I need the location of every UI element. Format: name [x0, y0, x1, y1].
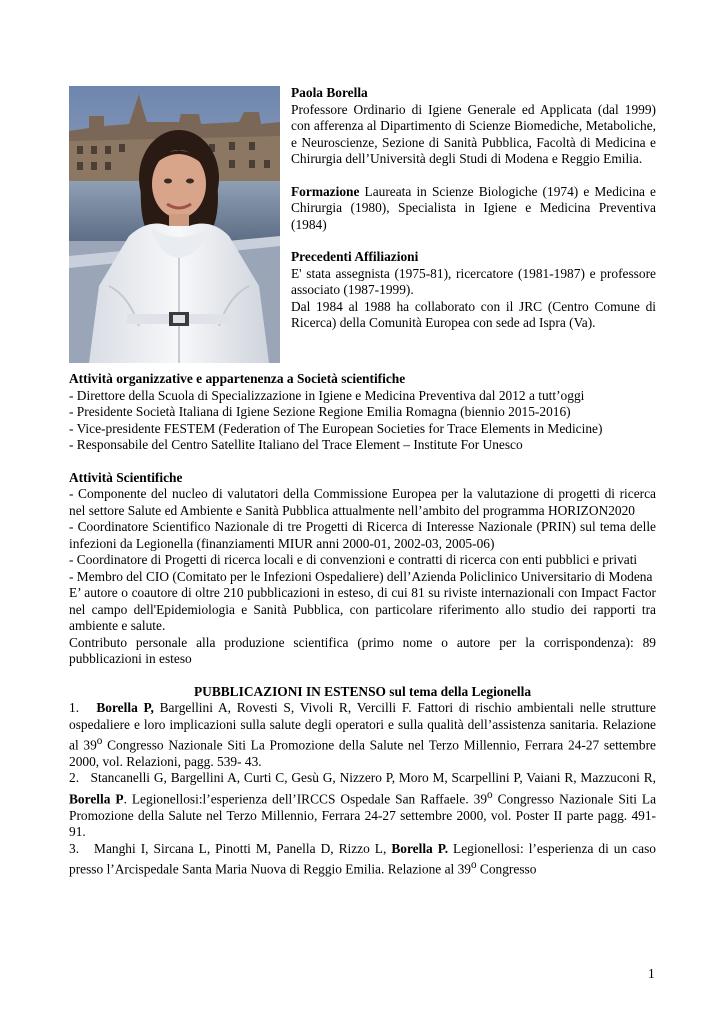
scientifiche-item: - Coordinatore di Progetti di ricerca locali e di convenzioni e contratti di ricerca con enti pubblici e privati: [69, 552, 638, 567]
formazione-paragraph: [291, 184, 656, 234]
scientifiche-item: - Coordinatore Scientifico Nazionale di tre Progetti di Ricerca di Interesse Nazionale (PRIN) sul tema delle infezioni da Legionella (finanziamenti MIUR anni 2000-01, 2002-03, 2005-06): [69, 519, 656, 551]
formazione-text: Laureata in Scienze Biologiche (1974) e Medicina e Chirurgia (1980), Specialista in Igiene e Medicina Preventiva (1984): [291, 183, 656, 232]
affiliazioni-heading: Precedenti Affiliazioni: [291, 249, 419, 264]
intro-block: [291, 85, 656, 332]
publications-heading: PUBBLICAZIONI IN ESTENSO sul tema della Legionella: [193, 683, 532, 699]
portrait-photo: [69, 86, 280, 363]
person-name: Paola Borella: [291, 85, 368, 100]
organizzative-item: - Direttore della Scuola di Specializzazione in Igiene e Medicina Preventiva dal 2012 a tutt’oggi: [69, 387, 585, 403]
scientifiche-item: - Componente del nucleo di valutatori della Commissione Europea per la valutazione di progetti di ricerca nel settore Salute ed Ambiente e Sanità Pubblica attualmente nell’ambito del programma HORIZON2020: [69, 486, 656, 518]
scientifiche-item: - Membro del CIO (Comitato per le Infezioni Ospedaliere) dell’Azienda Policlinico Universitario di Modena: [69, 568, 653, 584]
affiliazioni-text-2: Dal 1984 al 1988 ha collaborato con il JRC (Centro Comune di Ricerca) della Comunità Europea con sede ad Ispra (Va).: [291, 298, 656, 330]
affiliazioni-text-1: E' stata assegnista (1975-81), ricercatore (1981-1987) e professore associato (1987-1999).: [291, 265, 656, 297]
publication-item: 3. Manghi I, Sircana L, Pinotti M, Panella D, Rizzo L, Borella P. Legionellosi: l’esperienza di un caso presso l’Arcispedale Santa Maria Nuova di Reggio Emilia. Relazione al 39$^o$ Congresso: [69, 840, 656, 877]
organizzative-item: - Vice-presidente FESTEM (Federation of The European Societies for Trace Elements in Medicine): [69, 420, 603, 436]
scientifiche-item: E’ autore o coautore di oltre 210 pubblicazioni in esteso, di cui 81 su riviste internazionali con Impact Factor nel campo dell'Epidemiologia e Sanità Pubblica, con particolare riferimento allo studio dei rapporti tra ambiente e salute.: [69, 585, 656, 633]
position-description: Professore Ordinario di Igiene Generale ed Applicata (dal 1999) con afferenza al Dipartimento di Scienze Biomediche, Metaboliche, e Neuroscienze, Sezione di Sanità Pubblica, Facoltà di Medicina e Chirurgia dell’Università degli Studi di Modena e Reggio Emilia.: [291, 101, 656, 166]
scientifiche-item: Contributo personale alla produzione scientifica (primo nome o autore per la corrispondenza): 89 pubblicazioni in esteso: [69, 634, 656, 666]
organizzative-heading: Attività organizzative e appartenenza a Società scientifiche: [69, 371, 406, 386]
main-body: [69, 371, 656, 878]
page-number: 1: [648, 966, 655, 981]
organizzative-item: - Presidente Società Italiana di Igiene Sezione Regione Emilia Romagna (biennio 2015-2016): [69, 404, 571, 419]
scientifiche-heading: Attività Scientifiche: [69, 469, 183, 485]
publication-item: 1. Borella P, Bargellini A, Rovesti S, Vivoli R, Vercilli F. Fattori di rischio ambientali nelle strutture ospedaliere e loro implicazioni sulla salute degli operatori e sulla qualità dell’assistenza sanitaria. Relazione al 39$^o$ Congresso Nazionale Siti La Promozione della Salute nel Terzo Millennio, Ferrara 24-27 settembre 2000, vol. Relazioni, pagg. 539- 43.: [69, 700, 656, 769]
publication-item: 2. Stancanelli G, Bargellini A, Curti C, Gesù G, Nizzero P, Moro M, Scarpellini P, Vaiani R, Mazzuconi R, Borella P. Legionellosi:l’esperienza dell’IRCCS Ospedale San Raffaele. 39$^o$ Congresso Nazionale Siti La Promozione della Salute nel Terzo Millennio, Ferrara 24-27 settembre 2000, vol. Poster II parte pagg. 491-91.: [69, 770, 657, 840]
formazione-label: Formazione: [291, 183, 360, 199]
organizzative-item: - Responsabile del Centro Satellite Italiano del Trace Element – Institute For Unesco: [69, 437, 523, 452]
